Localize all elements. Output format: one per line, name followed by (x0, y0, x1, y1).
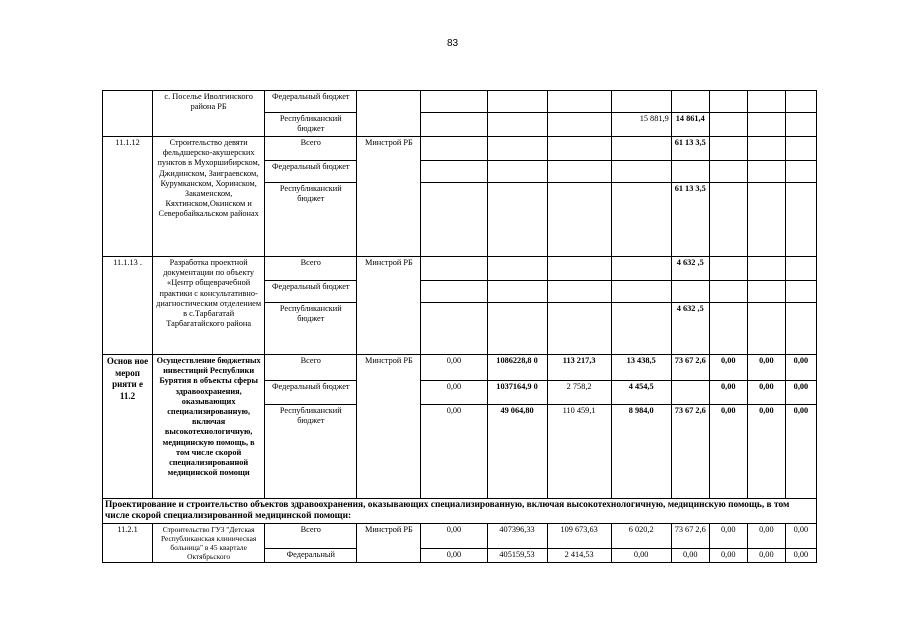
value-cell: 405159,53 (487, 548, 547, 562)
value-cell: 0,00 (747, 405, 785, 499)
value-cell: 0,00 (747, 381, 785, 405)
table-row (103, 355, 817, 381)
page-number: 83 (446, 38, 459, 49)
funding-source-cell: Республиканский бюджет (265, 405, 357, 499)
executor-cell: Минстрой РБ (357, 257, 421, 355)
value-cell: 0,00 (785, 381, 816, 405)
value-cell: 407396,33 (487, 524, 547, 549)
value-cell: 0,00 (421, 548, 487, 562)
value-cell: 0,00 (611, 548, 671, 562)
value-cell: 73 67 2,6 (671, 355, 709, 381)
value-cell: 0,00 (421, 524, 487, 549)
item-name-cell: Осуществление бюджетных инвестиций Республики Бурятия в объекты сферы здравоохранения, оказывающих специализированную, включая высокотехнологичную, медицинскую помощь, в том числе скорой специализированной медицинской помощи (153, 355, 265, 499)
executor-cell: Минстрой РБ (357, 355, 421, 499)
table-row (103, 137, 817, 161)
item-number-cell: 11.1.12 (103, 137, 153, 257)
executor-cell: Минстрой РБ (357, 137, 421, 257)
value-cell: 73 67 2,6 (671, 405, 709, 499)
value-cell: 4 454,5 (611, 381, 671, 405)
funding-source-cell: Федеральный бюджет (265, 161, 357, 183)
value-cell: 61 13 3,5 (671, 137, 709, 161)
value-cell: 0,00 (785, 405, 816, 499)
value-cell: 13 438,5 (611, 355, 671, 381)
table-row (103, 257, 817, 281)
item-name-cell: Разработка проектной документации по объекту «Центр общеврачебной практики с консультативно-диагностическим отделением в с.Тарбагатай Тарбагатайского района (153, 257, 265, 355)
value-cell: 8 984,0 (611, 405, 671, 499)
funding-source-cell: Всего (265, 137, 357, 161)
value-cell: 4 632 ,5 (671, 257, 709, 281)
executor-cell (357, 91, 421, 137)
value-cell: 0,00 (747, 524, 785, 549)
item-name-cell: Строительство девяти фельдшерско-акушерских пунктов в Мухоршибирском, Джидинском, Заиграевском, Курумканском, Хоринском, Закаменском, Кяхтинском,Окинском и Северобайкальском районах (153, 137, 265, 257)
value-cell: 0,00 (709, 355, 747, 381)
funding-source-cell: Всего (265, 257, 357, 281)
section-heading: Проектирование и строительство объектов здравоохранения, оказывающих специализированную, включая высокотехнологичную, медицинскую помощь, в том числе скорой специализированной медицинской помощи: (103, 499, 817, 524)
value-cell: 0,00 (709, 381, 747, 405)
funding-source-cell: Республиканский бюджет (265, 113, 357, 137)
value-cell: 0,00 (671, 548, 709, 562)
value-cell: 109 673,63 (547, 524, 611, 549)
funding-source-cell: Республиканский бюджет (265, 303, 357, 355)
item-number-cell (103, 91, 153, 137)
value-cell: 61 13 3,5 (671, 183, 709, 257)
item-name-cell: Строительство ГУЗ "Детская Республиканская клиническая больница" в 45 квартале Октябрьского (153, 524, 265, 563)
value-cell (671, 381, 709, 405)
item-number-cell: 11.2.1 (103, 524, 153, 563)
value-cell: 0,00 (785, 524, 816, 549)
value-cell: 2 414,53 (547, 548, 611, 562)
value-cell: 0,00 (709, 405, 747, 499)
value-cell: 0,00 (785, 355, 816, 381)
value-cell: 0,00 (747, 355, 785, 381)
item-name-cell: с. Поселье Иволгинского района РБ (153, 91, 265, 137)
value-cell: 6 020,2 (611, 524, 671, 549)
value-cell: 2 758,2 (547, 381, 611, 405)
value-cell: 0,00 (421, 355, 487, 381)
value-cell: 14 861,4 (671, 113, 709, 137)
value-cell: 0,00 (709, 548, 747, 562)
value-cell: 1037164,9 0 (487, 381, 547, 405)
value-cell: 4 632 ,5 (671, 303, 709, 355)
table-row (103, 524, 817, 549)
table-row (103, 91, 817, 113)
value-cell: 113 217,3 (547, 355, 611, 381)
funding-source-cell: Федеральный бюджет (265, 91, 357, 113)
funding-source-cell: Федеральный бюджет (265, 381, 357, 405)
value-cell: 1086228,8 0 (487, 355, 547, 381)
item-number-cell: 11.1.13 . (103, 257, 153, 355)
value-cell: 49 064,80 (487, 405, 547, 499)
funding-source-cell: Федеральный (265, 548, 357, 562)
value-cell: 0,00 (421, 381, 487, 405)
budget-table (102, 90, 817, 563)
value-cell: 0,00 (747, 548, 785, 562)
value-cell: 0,00 (421, 405, 487, 499)
value-cell: 73 67 2,6 (671, 524, 709, 549)
funding-source-cell: Всего (265, 355, 357, 381)
value-cell: 0,00 (785, 548, 816, 562)
funding-source-cell: Федеральный бюджет (265, 281, 357, 303)
item-number-cell: Основ ное мероп рияти е 11.2 (103, 355, 153, 499)
value-cell: 15 881,9 (611, 113, 671, 137)
value-cell: 110 459,1 (547, 405, 611, 499)
executor-cell: Минстрой РБ (357, 524, 421, 563)
funding-source-cell: Республиканский бюджет (265, 183, 357, 257)
funding-source-cell: Всего (265, 524, 357, 549)
table-row (103, 499, 817, 524)
value-cell: 0,00 (709, 524, 747, 549)
